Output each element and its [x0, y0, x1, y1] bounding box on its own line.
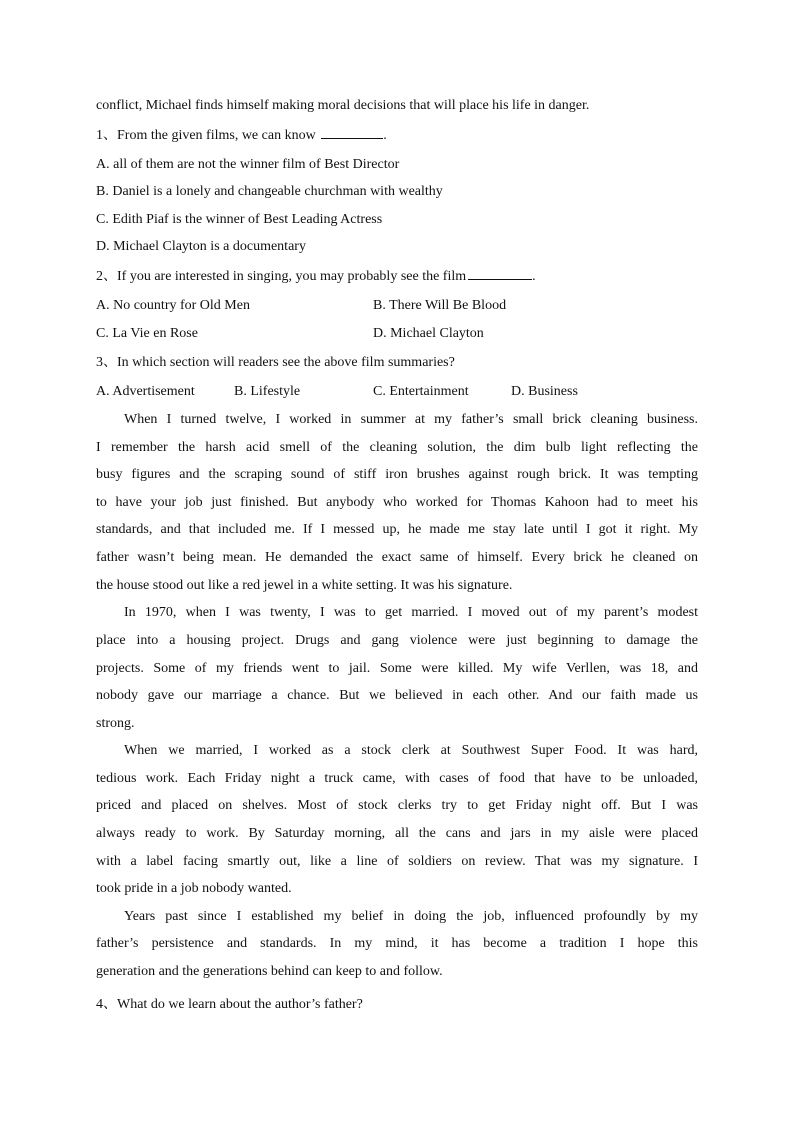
passage-line: Years past since I established my belief in doing the job, influenced profoundly by my: [124, 909, 698, 924]
answer-blank-2: [468, 267, 532, 280]
passage-line: priced and placed on shelves. Most of stock clerks try to get Friday night off. But I was: [96, 798, 698, 813]
passage-line: In 1970, when I was twenty, I was to get married. I moved out of my parent’s modest: [124, 605, 698, 620]
passage-line: father’s persistence and standards. In my mind, it has become a tradition I hope this: [96, 936, 698, 951]
question-3-stem: 3、In which section will readers see the above film summaries?: [96, 355, 455, 370]
intro-line: conflict, Michael finds himself making moral decisions that will place his life in danger.: [96, 98, 590, 113]
passage-line: generation and the generations behind can keep to and follow.: [96, 964, 443, 979]
passage-line: standards, and that included me. If I messed up, he made me stay late until I got it right. My: [96, 522, 698, 537]
passage-line: with a label facing smartly out, like a line of soldiers on review. That was my signature. I: [96, 854, 698, 869]
passage-line: always ready to work. By Saturday morning, all the cans and jars in my aisle were placed: [96, 826, 698, 841]
passage-line: projects. Some of my friends went to jail. Some were killed. My wife Verllen, was 18, and: [96, 661, 698, 676]
passage-line: When we married, I worked as a stock clerk at Southwest Super Food. It was hard,: [124, 743, 698, 758]
passage-line: I remember the harsh acid smell of the cleaning solution, the dim bulb light reflecting the: [96, 440, 698, 455]
passage-line: the house stood out like a red jewel in a white setting. It was his signature.: [96, 578, 513, 593]
passage-line: nobody gave our marriage a chance. But we believed in each other. And our faith made us: [96, 688, 698, 703]
answer-blank-1: [321, 126, 383, 139]
passage-line: place into a housing project. Drugs and gang violence were just beginning to damage the: [96, 633, 698, 648]
q1-option-b: B. Daniel is a lonely and changeable churchman with wealthy: [96, 184, 443, 199]
passage-line: father wasn’t being mean. He demanded the exact same of himself. Every brick he cleaned on: [96, 550, 698, 565]
q2-option-d: D. Michael Clayton: [373, 326, 484, 341]
q1-option-a: A. all of them are not the winner film of Best Director: [96, 157, 400, 172]
question-1-text: 1、From the given films, we can know: [96, 128, 316, 143]
question-4-stem: 4、What do we learn about the author’s father?: [96, 997, 363, 1012]
passage-line: When I turned twelve, I worked in summer at my father’s small brick cleaning business.: [124, 412, 698, 427]
q2-option-a: A. No country for Old Men: [96, 298, 250, 313]
q1-option-c: C. Edith Piaf is the winner of Best Leading Actress: [96, 212, 383, 227]
passage-line: strong.: [96, 716, 135, 731]
q3-option-d: D. Business: [511, 384, 578, 399]
passage-line: tedious work. Each Friday night a truck came, with cases of food that have to be unloaded,: [96, 771, 698, 786]
passage-line: to have your job just finished. But anybody who worked for Thomas Kahoon had to meet his: [96, 495, 698, 510]
question-1-stem: 1、From the given films, we can know .: [96, 128, 387, 143]
question-2-text: 2、If you are interested in singing, you may probably see the film: [96, 269, 467, 284]
passage-line: busy figures and the scraping sound of stiff iron brushes against rough brick. It was tempting: [96, 467, 698, 482]
q3-option-c: C. Entertainment: [373, 384, 469, 399]
q3-option-b: B. Lifestyle: [234, 384, 301, 399]
q3-option-a: A. Advertisement: [96, 384, 195, 399]
q2-option-b: B. There Will Be Blood: [373, 298, 507, 313]
passage-line: took pride in a job nobody wanted.: [96, 881, 292, 896]
q1-option-d: D. Michael Clayton is a documentary: [96, 239, 306, 254]
q2-option-c: C. La Vie en Rose: [96, 326, 198, 341]
question-2-stem: 2、If you are interested in singing, you may probably see the film .: [96, 269, 536, 284]
